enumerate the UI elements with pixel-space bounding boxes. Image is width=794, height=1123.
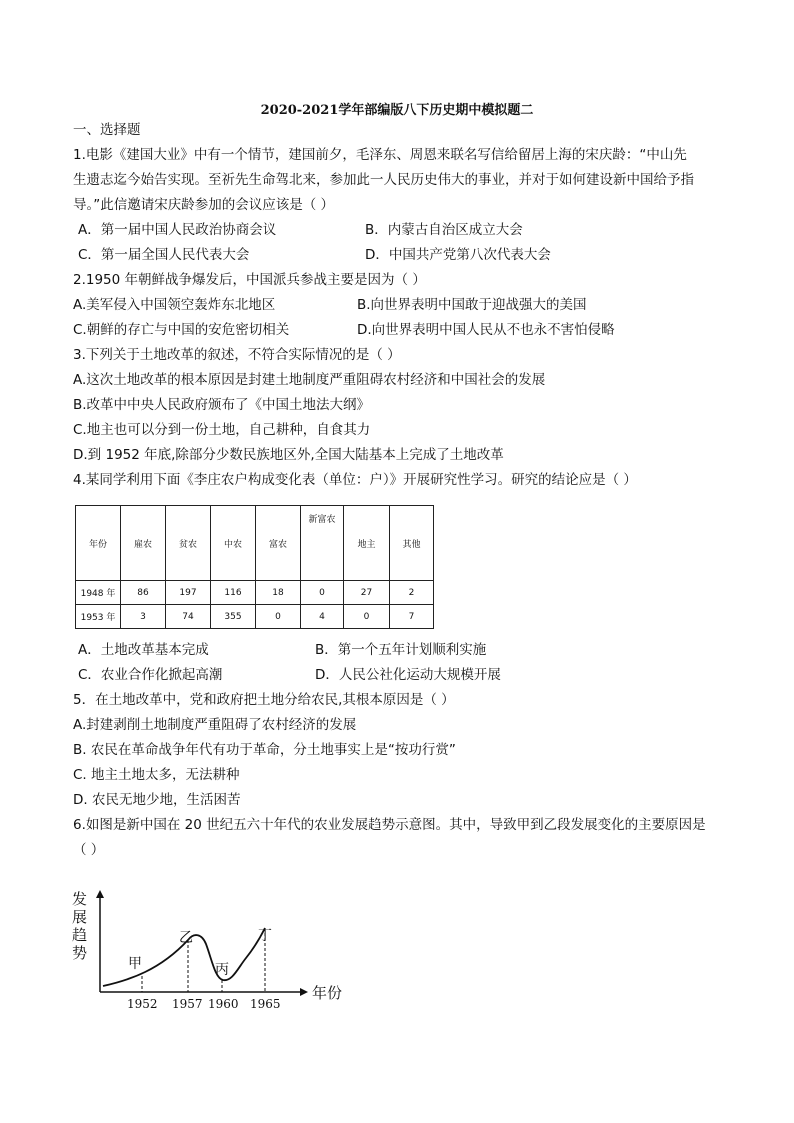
- table-cell: 1953 年: [76, 605, 121, 629]
- q3-option-b: B.改革中中央人民政府颁布了《中国土地法大纲》: [73, 397, 371, 413]
- q1-stem-line3: 导。”此信邀请宋庆龄参加的会议应该是（ ）: [73, 197, 335, 213]
- q3-stem: 3.下列关于土地改革的叙述，不符合实际情况的是（ ）: [73, 347, 401, 363]
- q6-stem-line1: 6.如图是新中国在 20 世纪五六十年代的农业发展趋势示意图。其中，导致甲到乙段发展变化的主要原因是: [73, 817, 706, 833]
- q5-option-a: A.封建剥削土地制度严重阻碍了农村经济的发展: [73, 717, 357, 733]
- table-row: [76, 605, 434, 629]
- q1-option-a: A．第一届中国人民政治协商会议: [78, 222, 277, 238]
- table-cell: 1948 年: [76, 581, 121, 605]
- table-cell: 7: [390, 605, 434, 629]
- tick-1952: 1952: [127, 997, 158, 1011]
- point-label-yi: 乙: [179, 930, 193, 946]
- q4-stem: 4.某同学利用下面《李庄农户构成变化表（单位：户）》开展研究性学习。研究的结论应是（ ）: [73, 472, 637, 488]
- q2-option-c: C.朝鲜的存亡与中国的安危密切相关: [73, 322, 290, 338]
- y-label-char: 势: [72, 944, 88, 962]
- table-header-cell: 贫农: [166, 506, 211, 581]
- q2-option-b: B.向世界表明中国敢于迎战强大的美国: [357, 297, 587, 313]
- agriculture-trend-diagram: [70, 888, 370, 1018]
- table-header-row: [76, 506, 434, 581]
- table-header-cell: 其他: [390, 506, 434, 581]
- tick-1965: 1965: [250, 997, 281, 1011]
- q1-option-c: C．第一届全国人民代表大会: [78, 247, 250, 263]
- point-label-ding: 丁: [258, 928, 272, 944]
- y-label-char: 展: [72, 908, 88, 926]
- table-row: [76, 581, 434, 605]
- table-header-cell: 富农: [256, 506, 301, 581]
- table-header-cell: 雇农: [121, 506, 166, 581]
- q4-option-a: A．土地改革基本完成: [78, 642, 209, 658]
- table-cell: 0: [344, 605, 390, 629]
- point-label-bing: 丙: [215, 962, 229, 978]
- x-axis-arrow-icon: [300, 988, 308, 996]
- table-cell: 2: [390, 581, 434, 605]
- table-header-cell: 年份: [76, 506, 121, 581]
- table-cell: 27: [344, 581, 390, 605]
- q2-stem: 2.1950 年朝鲜战争爆发后，中国派兵参战主要是因为（ ）: [73, 272, 426, 288]
- table-header-cell: 中农: [211, 506, 256, 581]
- q1-option-d: D．中国共产党第八次代表大会: [365, 247, 551, 263]
- q1-stem-line2: 生遗志迄今始告实现。至祈先生命驾北来，参加此一人民历史伟大的事业，并对于如何建设新中国给予指: [73, 172, 694, 188]
- q4-option-c: C．农业合作化掀起高潮: [78, 667, 223, 683]
- page-title: 2020-2021学年部编版八下历史期中模拟题二: [260, 103, 534, 118]
- table-cell: 0: [301, 581, 344, 605]
- q2-option-d: D.向世界表明中国人民从不也永不害怕侵略: [357, 322, 615, 338]
- table-cell: 4: [301, 605, 344, 629]
- table-cell: 0: [256, 605, 301, 629]
- tick-1960: 1960: [208, 997, 239, 1011]
- q3-option-a: A.这次土地改革的根本原因是封建土地制度严重阻碍农村经济和中国社会的发展: [73, 372, 546, 388]
- table-cell: 197: [166, 581, 211, 605]
- q2-option-a: A.美军侵入中国领空轰炸东北地区: [73, 297, 276, 313]
- y-label-char: 发: [72, 890, 88, 908]
- table-header-cell: 新富农: [301, 506, 344, 581]
- q3-option-d: D.到 1952 年底,除部分少数民族地区外,全国大陆基本上完成了土地改革: [73, 447, 504, 463]
- table-cell: 3: [121, 605, 166, 629]
- table-cell: 74: [166, 605, 211, 629]
- q1-stem-line1: 1.电影《建国大业》中有一个情节，建国前夕，毛泽东、周恩来联名写信给留居上海的宋庆龄：“中山先: [73, 147, 687, 163]
- table-cell: 86: [121, 581, 166, 605]
- x-axis-label: 年份: [312, 984, 343, 1002]
- q6-stem-line2: （ ）: [73, 842, 105, 858]
- q5-option-b: B. 农民在革命战争年代有功于革命，分土地事实上是“按功行赏”: [73, 742, 456, 758]
- y-axis-arrow-icon: [96, 890, 104, 898]
- table-cell: 18: [256, 581, 301, 605]
- q3-option-c: C.地主也可以分到一份土地，自己耕种，自食其力: [73, 422, 371, 438]
- q5-option-c: C. 地主土地太多，无法耕种: [73, 767, 240, 783]
- table-header-cell: 地主: [344, 506, 390, 581]
- tick-1957: 1957: [172, 997, 203, 1011]
- section-heading: 一、选择题: [73, 122, 141, 138]
- q5-stem: 5．在土地改革中，党和政府把土地分给农民,其根本原因是（ ）: [73, 692, 455, 708]
- table-cell: 116: [211, 581, 256, 605]
- q5-option-d: D. 农民无地少地，生活困苦: [73, 792, 241, 808]
- farm-household-table: [75, 505, 434, 629]
- q1-option-b: B．内蒙古自治区成立大会: [365, 222, 523, 238]
- point-label-jia: 甲: [128, 956, 142, 972]
- q4-option-d: D．人民公社化运动大规模开展: [315, 667, 501, 683]
- table-cell: 355: [211, 605, 256, 629]
- q4-option-b: B．第一个五年计划顺利实施: [315, 642, 487, 658]
- y-label-char: 趋: [72, 926, 88, 944]
